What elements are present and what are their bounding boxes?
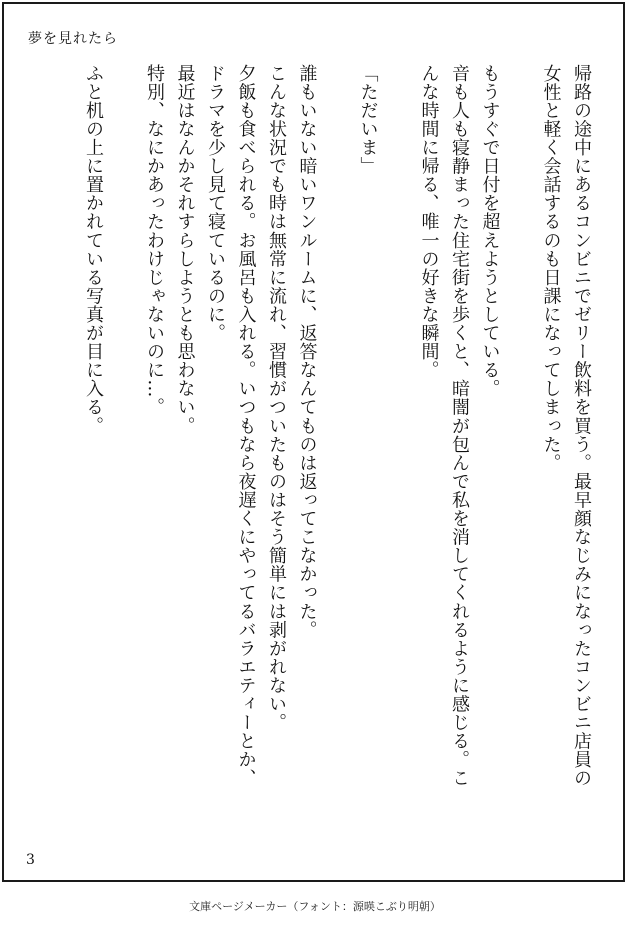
blank-line xyxy=(383,64,414,844)
page-number: 3 xyxy=(26,852,35,868)
text-line: もうすぐで日付を超えようとしている。 xyxy=(479,64,501,398)
text-line: んな時間に帰る、唯一の好きな瞬間。 xyxy=(418,64,440,380)
text-line: 最近はなんかそれすらしようとも思わない。 xyxy=(174,64,196,435)
text-line: ドラマを少し見て寝ているのに。 xyxy=(205,64,226,343)
blank-line xyxy=(505,64,536,844)
text-line: 誰もいない暗いワンルームに、返答なんてものは返ってこなかった。 xyxy=(296,64,318,640)
text-line: 女性と軽く会話するのも日課になってしまった。 xyxy=(540,64,562,473)
running-title: 夢を見れたら xyxy=(28,31,118,47)
text-line: 特別、なにかあったわけじゃないのに…。 xyxy=(144,64,165,417)
page-frame xyxy=(2,2,625,882)
text-line: ふと机の上に置かれている写真が目に入る。 xyxy=(83,64,104,435)
footer-credit: 文庫ページメーカー（フォント：源暎こぶり明朝） xyxy=(189,900,441,913)
text-line: 音も人も寝静まった住宅街を歩くと、暗闇が包んで私を消してくれるように感じる。こ xyxy=(449,64,470,788)
blank-line xyxy=(108,64,139,844)
text-line: 夕飯も食べられる。お風呂も入れる。いつもなら夜遅くにやってるバラエティーとか、 xyxy=(235,64,257,788)
text-line: こんな状況でも時は無常に流れ、習慣がついたものはそう簡単には剥がれない。 xyxy=(266,64,287,732)
body-text xyxy=(83,64,596,844)
text-line: 帰路の途中にあるコンビニでゼリー飲料を買う。最早顔なじみになったコンビニ店員の xyxy=(571,64,592,788)
blank-line xyxy=(322,64,353,844)
dialogue-line: 「ただいま」 xyxy=(357,64,379,176)
